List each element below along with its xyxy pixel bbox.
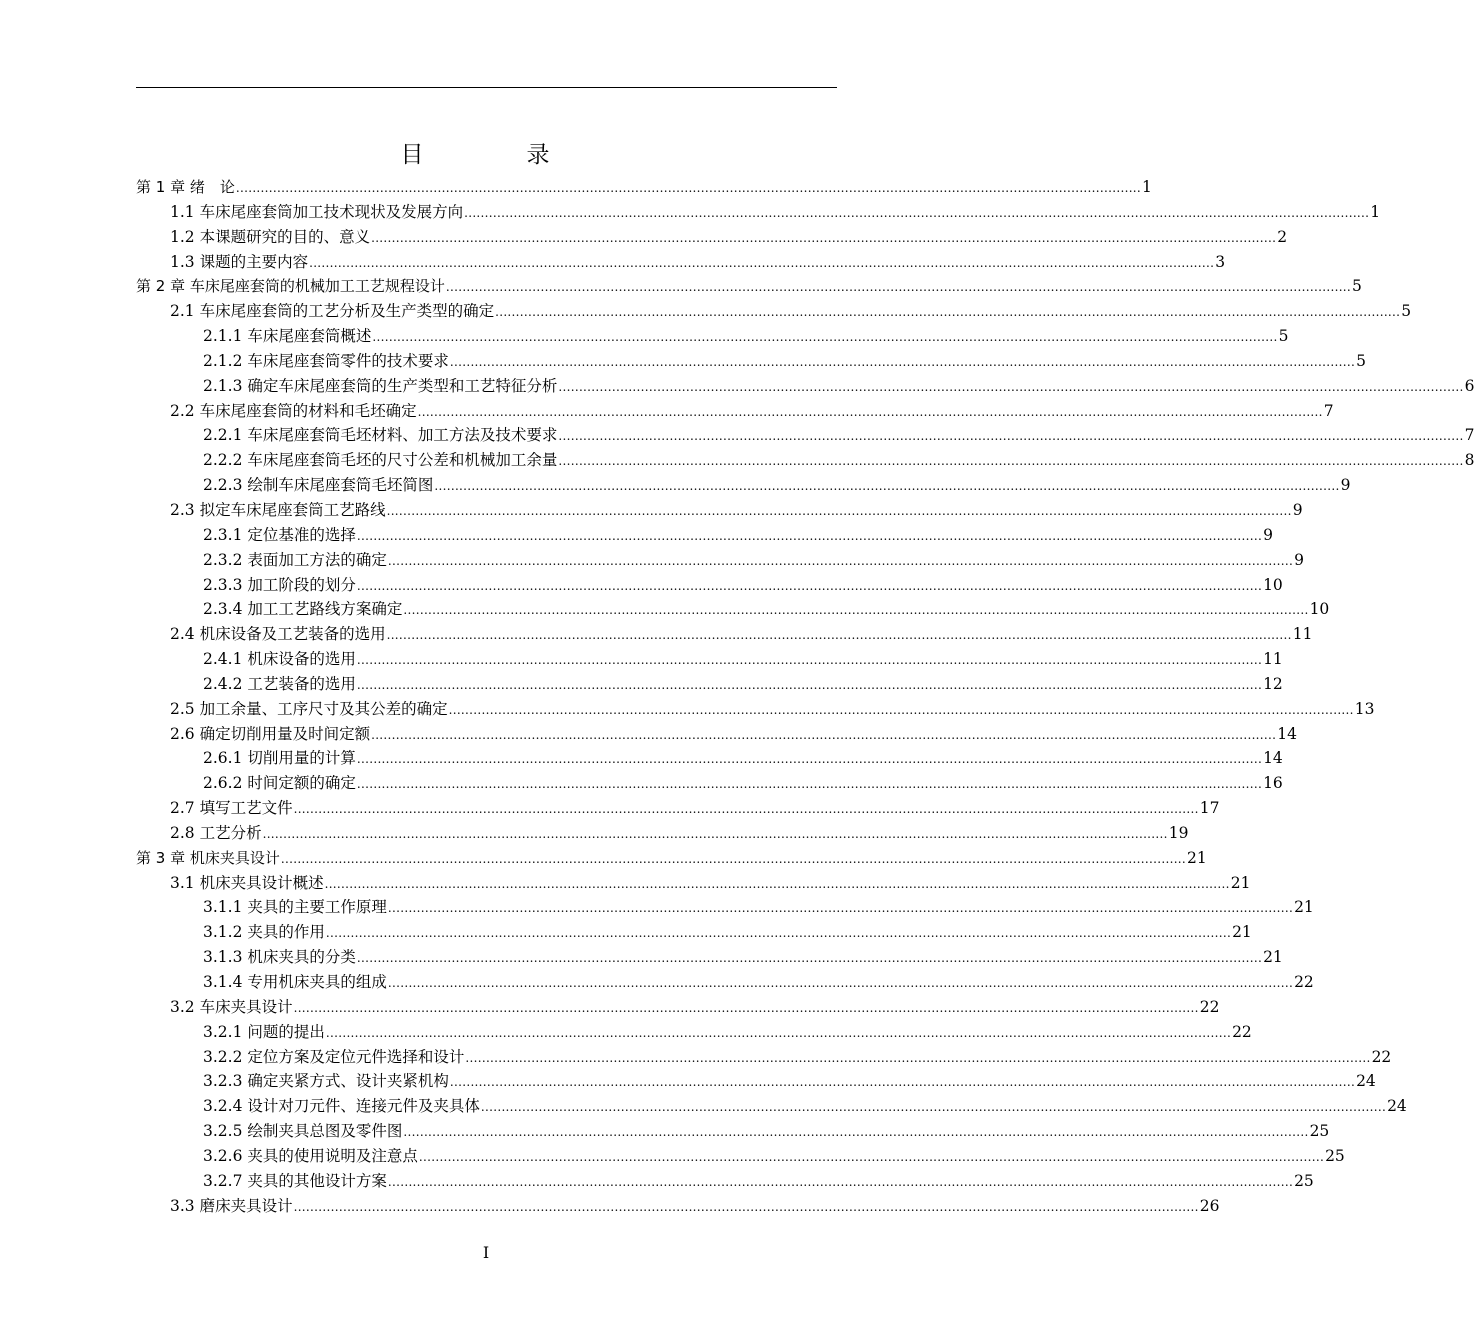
dot-leader: ............................................................................................................................................................................................................................ [403,1125,1309,1140]
dot-leader: ............................................................................................................................................................................................................................ [372,330,1278,345]
dot-leader: ............................................................................................................................................................................................................................ [558,429,1464,444]
toc-entry-page: 11 [1263,650,1283,669]
dot-leader: ............................................................................................................................................................................................................................ [356,752,1263,767]
toc-entry-page: 9 [1294,550,1304,569]
toc-entry-title: 3.2.7 夹具的其他设计方案 [203,1171,387,1190]
toc-entry-title: 3.1.3 机床夹具的分类 [203,948,356,967]
toc-entry-page: 25 [1325,1146,1345,1165]
dot-leader: ............................................................................................................................................................................................................................ [465,1050,1371,1065]
toc-entry[interactable] [136,175,1152,200]
toc-entry[interactable] [136,498,1303,523]
toc-entry[interactable] [136,945,1283,970]
toc-entry-page: 19 [1168,823,1189,842]
toc-entry-title: 2.3.2 表面加工方法的确定 [203,550,387,569]
toc-entry-title: 3.3 磨床夹具设计 [170,1196,293,1215]
toc-entry[interactable] [136,274,1362,299]
dot-leader: ............................................................................................................................................................................................................................ [262,826,1168,841]
dot-leader: ............................................................................................................................................................................................................................ [387,976,1294,990]
dot-leader: ............................................................................................................................................................................................................................ [356,578,1263,593]
dot-leader: ............................................................................................................................................................................................................................ [558,454,1464,469]
toc-entry-title: 1.2 本课题研究的目的、意义 [170,227,371,246]
dot-leader: ............................................................................................................................................................................................................................ [445,280,1352,295]
toc-entry-page: 24 [1356,1072,1376,1091]
toc-entry-page: 16 [1263,774,1283,793]
toc-entry[interactable] [136,349,1366,374]
toc-entry[interactable] [136,1194,1220,1219]
toc-entry-title: 3.1 机床夹具设计概述 [170,873,324,892]
toc-entry[interactable] [136,1094,1407,1119]
toc-entry[interactable] [136,846,1207,871]
toc-entry-title: 第 1 章 绪 论 [136,178,235,196]
toc-entry-page: 21 [1263,948,1283,967]
dot-leader: ............................................................................................................................................................................................................................ [387,1174,1294,1189]
toc-entry-title: 2.1.1 车床尾座套筒概述 [203,327,372,346]
toc-entry[interactable] [136,573,1283,598]
dot-leader: ............................................................................................................................................................................................................................ [235,181,1142,195]
toc-entry-title: 2.6.1 切削用量的计算 [203,749,356,768]
toc-entry[interactable] [136,970,1314,995]
dot-leader: ............................................................................................................................................................................................................................ [356,653,1263,668]
toc-entry-page: 17 [1199,799,1220,818]
toc-entry[interactable] [136,399,1334,424]
toc-entry[interactable] [136,796,1220,821]
toc-entry-title: 2.8 工艺分析 [170,823,262,842]
toc-entry[interactable] [136,771,1283,796]
toc-entry-page: 7 [1464,426,1474,445]
toc-entry-page: 5 [1352,277,1362,296]
toc-entry-title: 2.3.3 加工阶段的划分 [203,575,356,594]
dot-leader: ............................................................................................................................................................................................................................ [280,851,1187,866]
toc-entry-page: 8 [1464,451,1474,470]
toc-entry[interactable] [136,225,1288,250]
toc-entry-title: 3.2.6 夹具的使用说明及注意点 [203,1146,418,1165]
toc-entry-page: 10 [1263,575,1283,594]
toc-entry[interactable] [136,1119,1330,1144]
toc-entry-title: 第 3 章 机床夹具设计 [136,848,280,867]
toc-entry-title: 3.1.4 专用机床夹具的组成 [203,973,387,991]
dot-leader: ............................................................................................................................................................................................................................ [325,1025,1232,1040]
header-rule [136,87,837,88]
toc-entry-page: 21 [1230,873,1251,892]
toc-entry-title: 3.2.5 绘制夹具总图及零件图 [203,1122,403,1141]
toc-entry[interactable] [136,622,1313,647]
toc-entry-title: 2.3.1 定位基准的选择 [203,525,356,544]
toc-entry[interactable] [136,548,1304,573]
toc-entry-page: 1 [1142,178,1152,196]
toc-entry-title: 2.2.3 绘制车床尾座套筒毛坯简图 [203,476,434,495]
toc-entry-page: 9 [1292,500,1303,519]
toc-entry-page: 10 [1309,600,1330,619]
dot-leader: ............................................................................................................................................................................................................................ [293,1000,1199,1015]
toc-entry-title: 3.2 车床夹具设计 [170,997,293,1016]
toc-entry-title: 2.3.4 加工工艺路线方案确定 [203,600,403,619]
dot-leader: ............................................................................................................................................................................................................................ [449,1075,1356,1090]
toc-entry[interactable] [136,697,1375,722]
toc-entry-title: 第 2 章 车床尾座套筒的机械加工工艺规程设计 [136,277,445,296]
dot-leader: ............................................................................................................................................................................................................................ [371,230,1277,245]
toc-entry-title: 1.3 课题的主要内容 [170,252,309,271]
toc-entry-page: 5 [1278,327,1289,346]
toc-entry-page: 9 [1263,525,1273,544]
dot-leader: ............................................................................................................................................................................................................................ [480,1100,1387,1115]
dot-leader: ............................................................................................................................................................................................................................ [325,926,1232,941]
toc-entry[interactable] [136,895,1314,920]
toc-entry-page: 6 [1464,376,1474,395]
toc-entry-page: 22 [1294,973,1314,991]
toc-entry[interactable] [136,597,1330,622]
dot-leader: ............................................................................................................................................................................................................................ [386,503,1292,518]
toc-entry-page: 21 [1187,848,1207,867]
toc-entry[interactable] [136,995,1220,1020]
dot-leader: ............................................................................................................................................................................................................................ [464,205,1370,220]
toc-entry-title: 2.1 车床尾座套筒的工艺分析及生产类型的确定 [170,302,495,321]
toc-entry-page: 21 [1294,898,1314,917]
dot-leader: ............................................................................................................................................................................................................................ [386,628,1292,643]
dot-leader: ............................................................................................................................................................................................................................ [324,876,1230,891]
dot-leader: ............................................................................................................................................................................................................................ [434,479,1340,494]
toc-entry[interactable] [136,1045,1392,1070]
dot-leader: ............................................................................................................................................................................................................................ [403,603,1309,618]
dot-leader: ............................................................................................................................................................................................................................ [356,777,1263,792]
toc-entry[interactable] [136,1169,1314,1194]
toc-entry-page: 22 [1371,1047,1392,1066]
toc-entry-title: 3.2.4 设计对刀元件、连接元件及夹具体 [203,1097,480,1116]
toc-entry-page: 2 [1277,227,1288,246]
dot-leader: ............................................................................................................................................................................................................................ [558,379,1464,394]
dot-leader: ............................................................................................................................................................................................................................ [356,951,1263,966]
toc-entry[interactable] [136,871,1251,896]
toc-entry-page: 13 [1354,699,1375,718]
dot-leader: ............................................................................................................................................................................................................................ [387,901,1294,916]
toc-entry-page: 25 [1309,1122,1330,1141]
toc-entry-page: 25 [1294,1171,1314,1190]
toc-entry-page: 12 [1263,674,1283,693]
toc-entry[interactable] [136,374,1474,399]
toc-entry-page: 22 [1232,1022,1252,1041]
toc-entry-title: 3.2.2 定位方案及定位元件选择和设计 [203,1047,465,1066]
toc-entry-page: 14 [1277,724,1297,743]
toc-entry[interactable] [136,523,1273,548]
toc-entry[interactable] [136,920,1252,945]
dot-leader: ............................................................................................................................................................................................................................ [293,802,1199,817]
toc-entry-title: 2.1.3 确定车床尾座套筒的生产类型和工艺特征分析 [203,376,558,395]
toc-entry-title: 2.2.1 车床尾座套筒毛坯材料、加工方法及技术要求 [203,426,558,445]
toc-entry-title: 3.1.2 夹具的作用 [203,923,325,942]
toc-entry[interactable] [136,200,1381,225]
page-number: I [482,1243,490,1262]
toc-entry[interactable] [136,299,1412,324]
toc-entry[interactable] [136,722,1297,747]
toc-entry-title: 3.2.1 问题的提出 [203,1022,325,1041]
toc-entry[interactable] [136,250,1226,275]
toc-entry[interactable] [136,821,1189,846]
table-of-contents [136,175,1474,1218]
toc-entry[interactable] [136,1144,1345,1169]
toc-entry-page: 5 [1356,351,1366,370]
toc-entry-title: 3.1.1 夹具的主要工作原理 [203,898,387,917]
page-title: 目 录 [400,142,590,168]
toc-entry-page: 7 [1323,401,1334,420]
dot-leader: ............................................................................................................................................................................................................................ [417,404,1323,419]
dot-leader: ............................................................................................................................................................................................................................ [356,528,1263,543]
dot-leader: ............................................................................................................................................................................................................................ [387,553,1294,568]
toc-entry-page: 21 [1232,923,1252,942]
toc-entry-title: 2.7 填写工艺文件 [170,799,293,818]
toc-entry-title: 2.6 确定切削用量及时间定额 [170,724,371,743]
toc-entry-page: 11 [1292,625,1313,644]
dot-leader: ............................................................................................................................................................................................................................ [293,1199,1199,1214]
toc-entry-page: 3 [1215,252,1226,271]
toc-entry-title: 1.1 车床尾座套筒加工技术现状及发展方向 [170,202,464,221]
dot-leader: ............................................................................................................................................................................................................................ [371,727,1277,742]
toc-entry[interactable] [136,1020,1252,1045]
toc-entry-page: 1 [1370,202,1381,221]
dot-leader: ............................................................................................................................................................................................................................ [495,305,1401,320]
toc-entry[interactable] [136,423,1474,448]
dot-leader: ............................................................................................................................................................................................................................ [449,354,1356,369]
toc-entry-title: 2.6.2 时间定额的确定 [203,774,356,793]
dot-leader: ............................................................................................................................................................................................................................ [418,1149,1325,1164]
toc-entry[interactable] [136,672,1283,697]
toc-entry-title: 2.4.2 工艺装备的选用 [203,674,356,693]
toc-entry[interactable] [136,324,1289,349]
toc-entry-page: 9 [1340,476,1351,495]
toc-entry-title: 2.2 车床尾座套筒的材料和毛坯确定 [170,401,417,420]
toc-entry-title: 2.4 机床设备及工艺装备的选用 [170,625,386,644]
toc-entry-title: 2.3 拟定车床尾座套筒工艺路线 [170,500,386,519]
toc-entry-title: 3.2.3 确定夹紧方式、设计夹紧机构 [203,1072,449,1091]
toc-entry[interactable] [136,746,1283,771]
toc-entry-page: 14 [1263,749,1283,768]
dot-leader: ............................................................................................................................................................................................................................ [309,255,1215,270]
dot-leader: ............................................................................................................................................................................................................................ [356,677,1263,692]
dot-leader: ............................................................................................................................................................................................................................ [448,702,1354,717]
toc-entry-title: 2.4.1 机床设备的选用 [203,650,356,669]
toc-entry-page: 24 [1387,1097,1407,1116]
toc-entry-title: 2.5 加工余量、工序尺寸及其公差的确定 [170,699,448,718]
toc-entry[interactable] [136,647,1283,672]
toc-entry-title: 2.1.2 车床尾座套筒零件的技术要求 [203,351,449,370]
toc-entry-page: 22 [1199,997,1220,1016]
toc-entry-title: 2.2.2 车床尾座套筒毛坯的尺寸公差和机械加工余量 [203,451,558,470]
toc-entry[interactable] [136,1069,1376,1094]
toc-entry[interactable] [136,448,1474,473]
toc-entry[interactable] [136,473,1351,498]
toc-entry-page: 5 [1401,302,1412,321]
toc-entry-page: 26 [1199,1196,1220,1215]
